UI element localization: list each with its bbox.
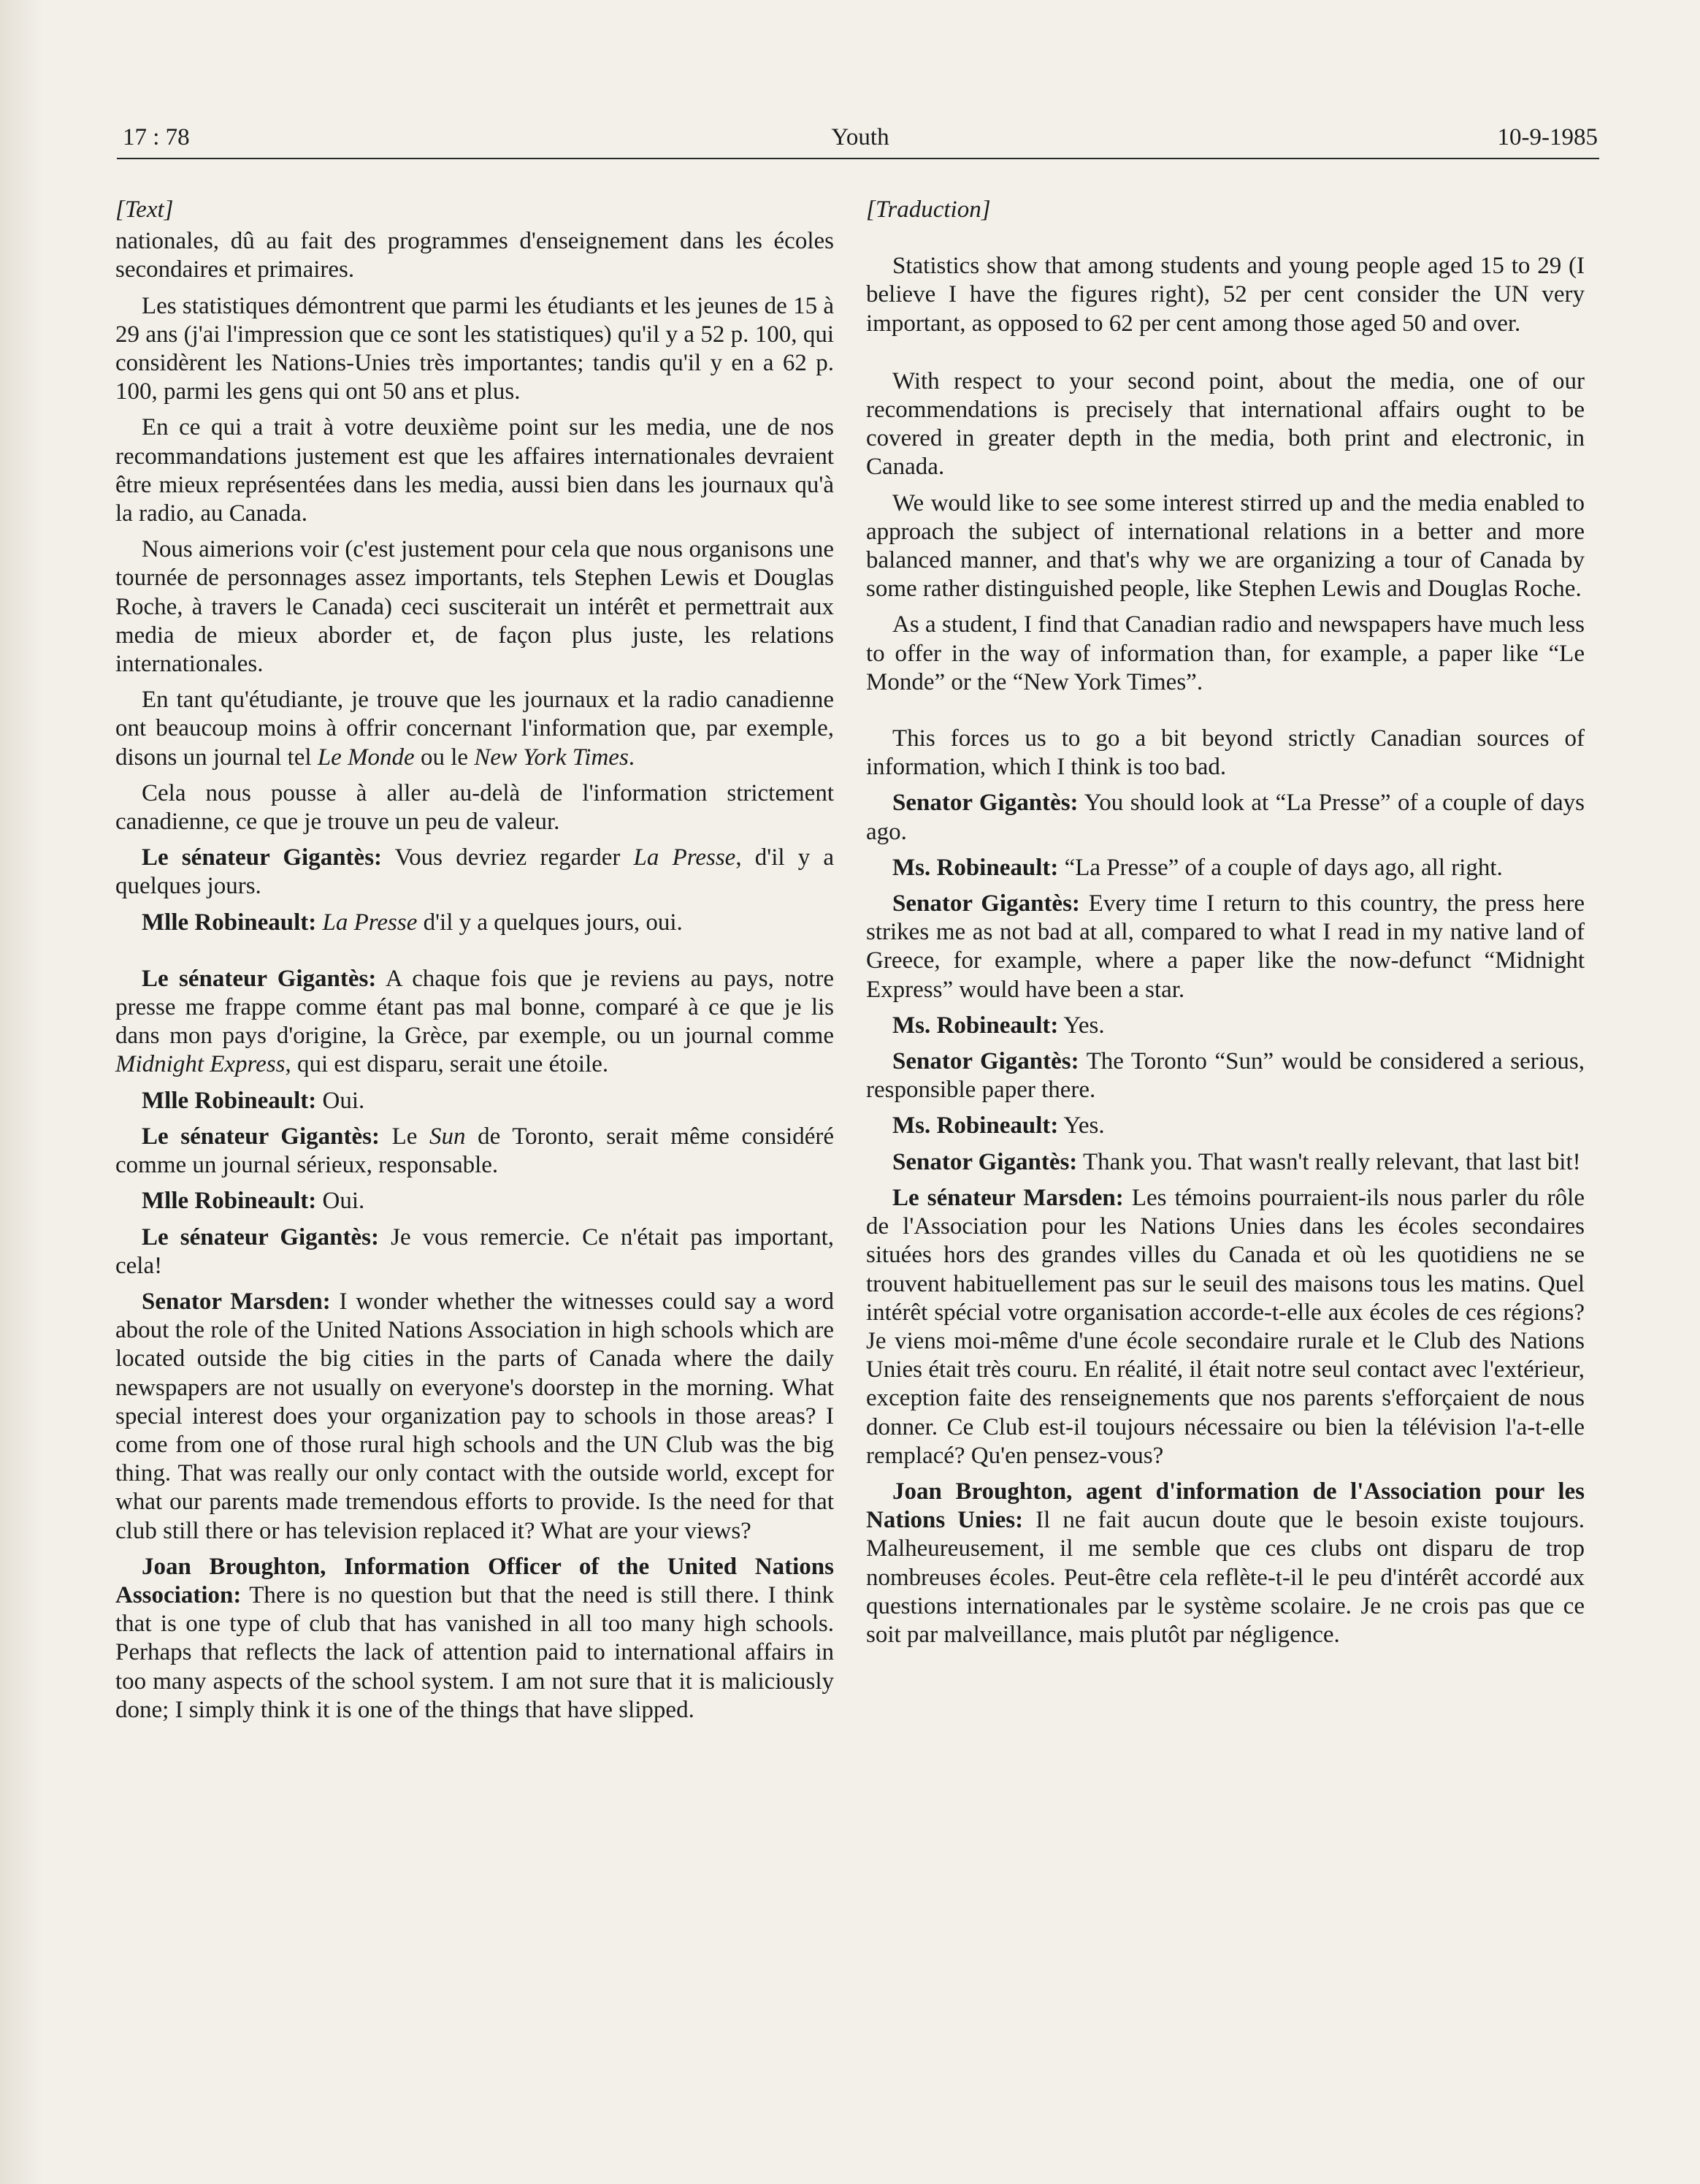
speaker-name: Le sénateur Gigantès: [142, 844, 383, 871]
speaker-name: Ms. Robineault: [892, 1012, 1059, 1039]
header-rule [117, 158, 1599, 159]
text-run: The Toronto “Sun” would be considered a serious, responsible paper there. [866, 1048, 1585, 1104]
paragraph: With respect to your second point, about the media, one of our recommendations is precisely that international affairs ought to be covered in greater depth in the media, both print and electronic, in Canada. [866, 367, 1585, 481]
text-run: Thank you. That wasn't really relevant, that last bit! [1082, 1148, 1581, 1175]
text-run: Je vous remercie. Ce n'était pas important, cela! [115, 1223, 834, 1279]
speaker-name: Le sénateur Gigantès: [142, 1123, 380, 1150]
text-run: “La Presse” of a couple of days ago, all right. [1064, 854, 1503, 881]
speaker-paragraph [866, 1012, 1585, 1040]
text-run: , d'il y a quelques jours. [115, 844, 835, 900]
right-column [866, 196, 1585, 1657]
text-run: Il ne fait aucun doute que le besoin existe toujours. Malheureusement, il me semble que ces clubs ont disparu de trop nombreuses écoles. Peut-être cela reflète-t-il le peu d'intérêt accordé aux questions internationales par le système scolaire. Je ne crois pas que ce soit par malveillance, mais plutôt par négligence. [866, 1507, 1585, 1648]
publication-title: Midnight Express [115, 1051, 286, 1078]
speaker-name: Ms. Robineault: [892, 1112, 1059, 1139]
paragraph: We would like to see some interest stirred up and the media enabled to approach the subject of international relations in a better and more balanced manner, and that's why we are organizing a tour of Canada by some rather distinguished people, like Stephen Lewis and Douglas Roche. [866, 489, 1585, 603]
text-run: , qui est disparu, serait une étoile. [285, 1051, 609, 1078]
speaker-name: Le sénateur Gigantès: [142, 965, 377, 992]
speaker-paragraph [115, 1288, 834, 1546]
speaker-name: Le sénateur Marsden: [892, 1184, 1124, 1211]
speaker-name: Joan Broughton, agent d'information de l'Association pour les Nations Unies: [866, 1478, 1585, 1534]
text-run: You should look at “La Presse” of a couple of days ago. [866, 790, 1585, 845]
speaker-name: Joan Broughton, Information Officer of the United Nations Association: [115, 1553, 834, 1608]
text-run: . [628, 744, 635, 771]
speaker-paragraph [866, 789, 1585, 846]
column-label: [Traduction] [866, 196, 991, 223]
speaker-paragraph [115, 1087, 834, 1115]
publication-title: Le Monde [317, 744, 415, 771]
paragraph: This forces us to go a bit beyond strictly Canadian sources of information, which I think is too bad. [866, 725, 1585, 781]
text-run: Les témoins pourraient-ils nous parler du rôle de l'Association pour les Nations Unies dans les écoles secondaires situées hors des grandes villes du Canada et où les quotidiens ne se trouvent habituellement pas sur le seuil des maisons tous les matins. Quel intérêt spécial votre organisation accorde-t-elle aux écoles de ces régions? Je viens moi-même d'une école secondaire rurale et le Club des Nations Unies était très couru. En réalité, il était notre seul contact avec l'extérieur, exception faite des renseignements que nos parents s'efforçaient de nous donner. Ce Club est-il toujours nécessaire ou bien la télévision l'a-t-elle remplacé? Qu'en pensez-vous? [866, 1184, 1585, 1469]
paragraph: En ce qui a trait à votre deuxième point sur les media, une de nos recommandations justement est que les affaires internationales devraient être mieux représentées dans les media, aussi bien dans les journaux qu'à la radio, au Canada. [115, 414, 834, 527]
paragraph: Les statistiques démontrent que parmi les étudiants et les jeunes de 15 à 29 ans (j'ai l'impression que ce sont les statistiques) qu'il y a 52 p. 100, qui considèrent les Nations-Unies très importantes; tandis qu'il y en a 62 p. 100, parmi les gens qui ont 50 ans et plus. [115, 292, 834, 405]
speaker-paragraph [115, 909, 834, 937]
page-edge [0, 0, 44, 2184]
speaker-paragraph [115, 844, 834, 901]
text-run: ou le [420, 744, 469, 771]
speaker-paragraph [115, 1553, 834, 1725]
speaker-paragraph [866, 1047, 1585, 1104]
publication-title: Sun [429, 1123, 466, 1150]
text-run: A chaque fois que je reviens au pays, notre presse me frappe comme étant pas mal bonne, comparé à ce que je lis dans mon pays d'origine, la Grèce, par exemple, ou un journal comme [115, 965, 834, 1050]
speaker-paragraph [866, 1478, 1585, 1649]
publication-title: New York Times [474, 744, 629, 771]
speaker-paragraph [866, 1184, 1585, 1470]
speaker-name: Senator Gigantès: [892, 1148, 1078, 1175]
column-label: [Text] [115, 196, 174, 223]
text-run: There is no question but that the need is still there. I think that is one type of club that has vanished in all too many high schools. Perhaps that reflects the lack of attention paid to international affairs in too many aspects of the school system. I am not sure that it is maliciously done; I simply think it is one of the things that have slipped. [115, 1581, 834, 1723]
text-run: I wonder whether the witnesses could say a word about the role of the United Nations Association in high schools which are located outside the big cities in the parts of Canada where the daily newspapers are not usually on everyone's doorstep in the morning. What special interest does your organization pay to schools in those areas? I come from one of those rural high schools and the UN Club was the big thing. That was really our only contact with the outside world, except for what our parents made tremendous efforts to provide. Is the need for that club still there or has television replaced it? What are your views? [115, 1288, 835, 1544]
text-run: d'il y a quelques jours, oui. [423, 909, 683, 936]
speaker-paragraph [866, 890, 1585, 1004]
text-run: Oui. [322, 1087, 365, 1114]
speaker-name: Ms. Robineault: [892, 854, 1059, 881]
speaker-paragraph [866, 1148, 1585, 1177]
text-run: Oui. [322, 1188, 365, 1215]
text-run: Yes. [1063, 1012, 1105, 1039]
paragraph: As a student, I find that Canadian radio and newspapers have much less to offer in the way of information than, for example, a paper like “Le Monde” or the “New York Times”. [866, 611, 1585, 695]
speaker-paragraph [115, 965, 834, 1080]
publication-title: La Presse [322, 909, 418, 936]
text-run: Every time I return to this country, the press here strikes me as not bad at all, compared to what I read in my native land of Greece, for example, where a paper like the now-defunct “Midnight Express” would have been a star. [866, 890, 1585, 1003]
text-run: Le [391, 1123, 418, 1150]
text-run: de Toronto, serait même considéré comme un journal sérieux, responsable. [115, 1123, 834, 1179]
header-date: 10-9-1985 [1497, 124, 1598, 150]
paragraph: nationales, dû au fait des programmes d'enseignement dans les écoles secondaires et primaires. [115, 228, 834, 283]
speaker-paragraph [115, 1187, 834, 1215]
speaker-name: Le sénateur Gigantès: [142, 1223, 379, 1251]
paragraph: Statistics show that among students and young people aged 15 to 29 (I believe I have the figures right), 52 per cent consider the UN very important, as opposed to 62 per cent among those aged 50 and over. [866, 253, 1585, 337]
speaker-paragraph [115, 1223, 834, 1280]
text-run: Yes. [1063, 1112, 1105, 1139]
speaker-paragraph [115, 1123, 834, 1180]
paragraph: Nous aimerions voir (c'est justement pour cela que nous organisons une tournée de personnages assez importants, tels Stephen Lewis et Douglas Roche, à travers le Canada) ceci susciterait un intérêt et permettrait aux media de mieux aborder et, de façon plus juste, les relations internationales. [115, 536, 834, 678]
speaker-paragraph [866, 854, 1585, 882]
section-title: Youth [831, 124, 889, 150]
publication-title: La Presse [633, 844, 736, 871]
speaker-name: Senator Gigantès: [892, 790, 1079, 817]
speaker-paragraph [866, 1112, 1585, 1140]
speaker-name: Mlle Robineault: [142, 1188, 317, 1215]
left-column [115, 196, 834, 1732]
speaker-name: Senator Gigantès: [892, 890, 1080, 917]
text-run: En tant qu'étudiante, je trouve que les journaux et la radio canadienne ont beaucoup moins à offrir concernant l'information que, par exemple, disons un journal tel [115, 687, 834, 771]
speaker-name: Mlle Robineault: [142, 1087, 317, 1114]
paragraph: Cela nous pousse à aller au-delà de l'information strictement canadienne, ce que je trouve un peu de valeur. [115, 779, 834, 836]
text-run: Vous devriez regarder [394, 844, 621, 871]
speaker-name: Mlle Robineault: [142, 909, 317, 936]
paragraph [115, 686, 834, 772]
speaker-name: Senator Marsden: [142, 1288, 331, 1315]
page-number: 17 : 78 [123, 124, 190, 150]
speaker-name: Senator Gigantès: [892, 1048, 1079, 1075]
